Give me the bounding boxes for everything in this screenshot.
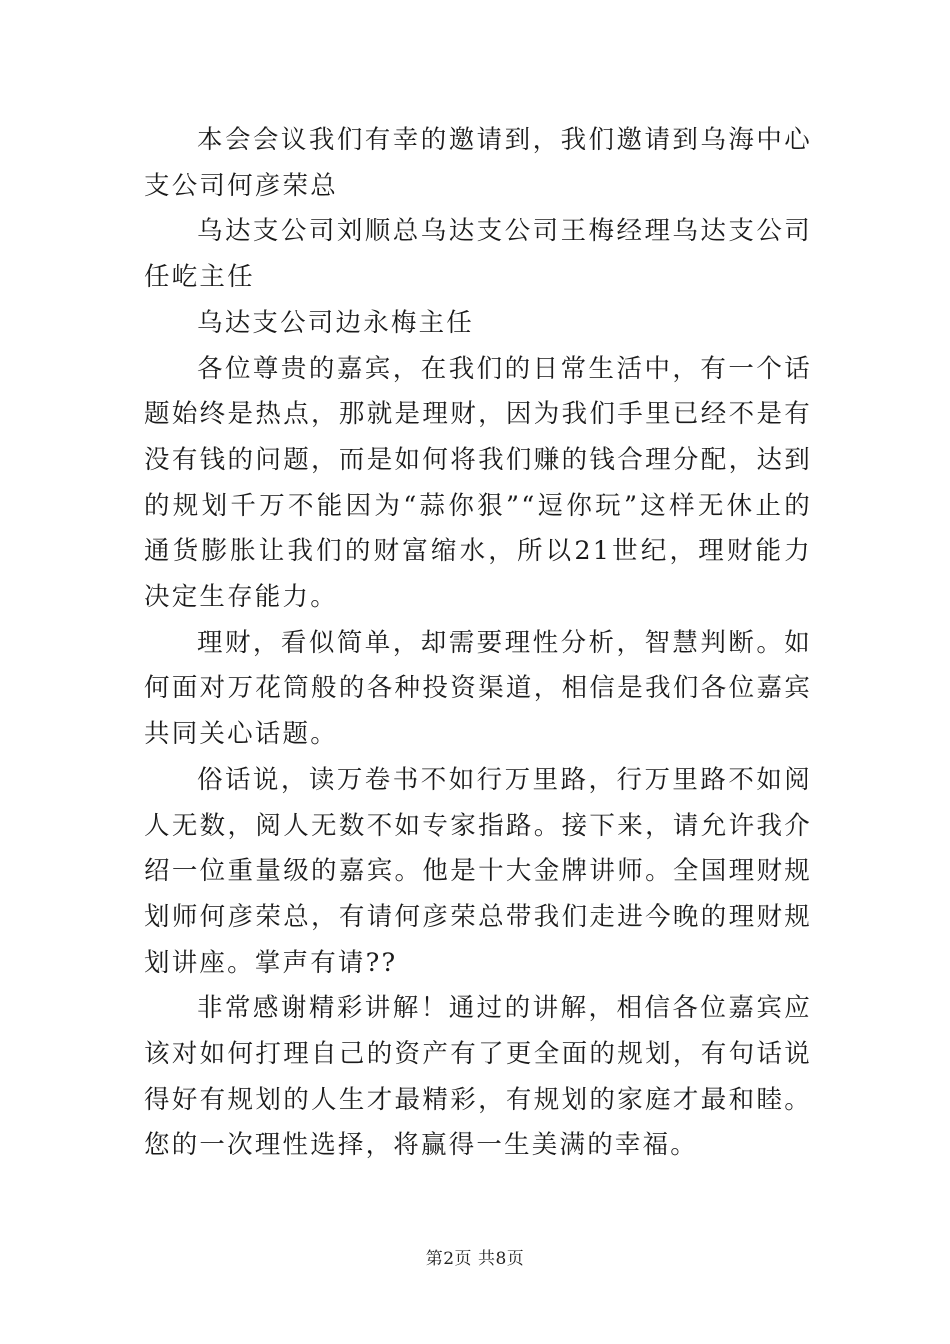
paragraph-finance-topic: 各位尊贵的嘉宾，在我们的日常生活中，有一个话题始终是热点，那就是理财，因为我们手里已经不是有没有钱的问题，而是如何将我们赚的钱合理分配，达到的规划千万不能因为“蒜你狠”“逗你玩”这样无休止的通货膨胀让我们的财富缩水，所以21世纪，理财能力决定生存能力。 [144, 353, 812, 613]
paragraph-invited-guests: 本会会议我们有幸的邀请到，我们邀请到乌海中心支公司何彦荣总 [144, 125, 812, 201]
paragraph-speaker-intro: 俗话说，读万卷书不如行万里路，行万里路不如阅人无数，阅人无数不如专家指路。接下来，请允许我介绍一位重量级的嘉宾。他是十大金牌讲师。全国理财规划师何彦荣总，有请何彦荣总带我们走进今晚的理财规划讲座。掌声有请?? [144, 764, 812, 978]
paragraph-wuda-director: 乌达支公司边永梅主任 [197, 307, 475, 338]
paragraph-closing-thanks: 非常感谢精彩讲解！通过的讲解，相信各位嘉宾应该对如何打理自己的资产有了更全面的规划，有句话说得好有规划的人生才最精彩，有规划的家庭才最和睦。您的一次理性选择，将赢得一生美满的幸福。 [144, 993, 812, 1161]
paragraph-wuda-guests: 乌达支公司刘顺总乌达支公司王梅经理乌达支公司任屹主任 [144, 216, 812, 293]
paragraph-rational-analysis: 理财，看似简单，却需要理性分析，智慧判断。如何面对万花筒般的各种投资渠道，相信是我们各位嘉宾共同关心话题。 [144, 627, 812, 750]
page-number-footer: 第2页 共8页 [425, 1249, 525, 1269]
document-body [144, 118, 812, 1169]
